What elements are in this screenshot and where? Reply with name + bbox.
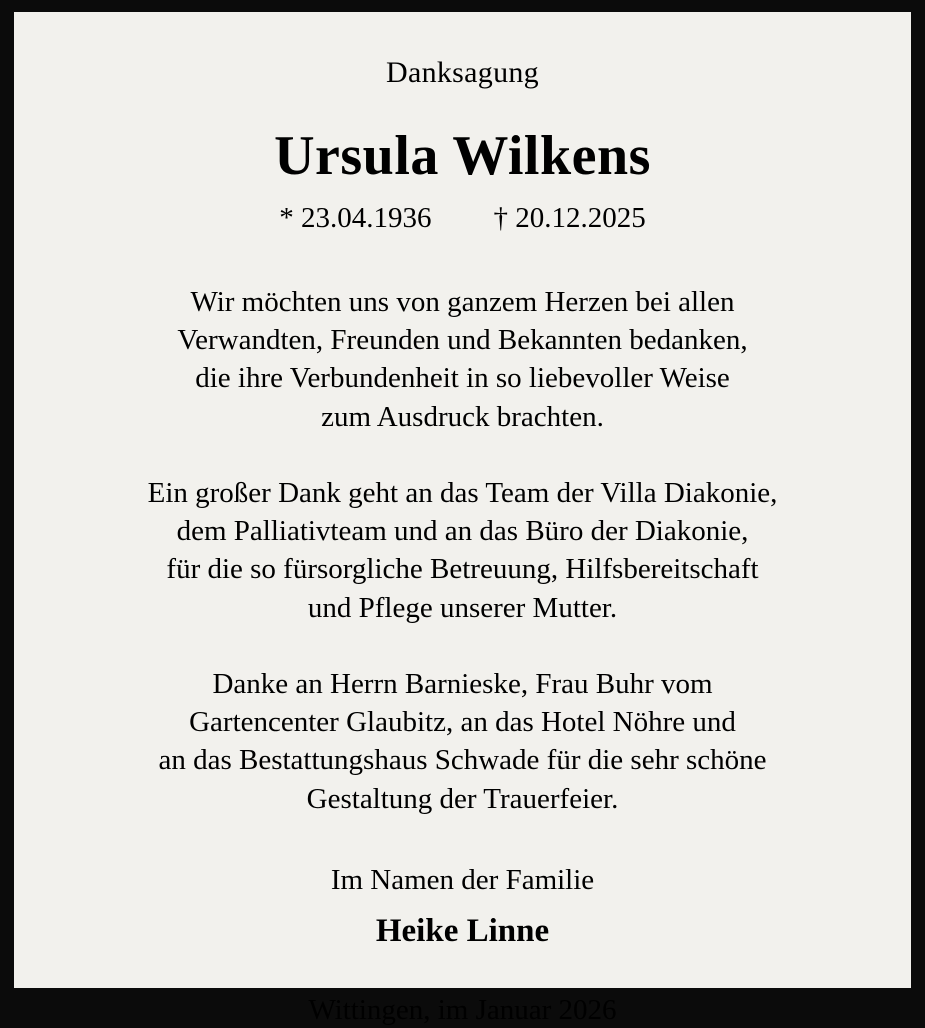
death-date: † 20.12.2025	[493, 201, 646, 234]
paragraph-3-line-4: Gestaltung der Trauerfeier.	[306, 782, 619, 815]
paragraph-2-line-2: dem Palliativteam und an das Büro der Diakonie,	[176, 515, 749, 548]
paragraph-2-line-1: Ein großer Dank geht an das Team der Villa Diakonie,	[147, 476, 778, 509]
paragraph-1-line-3: die ihre Verbundenheit in so liebevoller Weise	[195, 362, 730, 395]
family-signature-name: Heike Linne	[375, 912, 550, 949]
paragraph-1-line-4: zum Ausdruck brachten.	[321, 400, 604, 433]
paragraph-3-line-1: Danke an Herrn Barnieske, Frau Buhr vom	[212, 667, 713, 700]
birth-date: * 23.04.1936	[279, 201, 432, 234]
family-intro: Im Namen der Familie	[330, 863, 595, 896]
paragraph-1-line-1: Wir möchten uns von ganzem Herzen bei allen	[190, 285, 735, 318]
paragraph-3	[43, 665, 883, 818]
paragraph-2-line-4: und Pflege unserer Mutter.	[307, 591, 618, 624]
life-dates	[279, 202, 646, 235]
paragraph-1	[43, 283, 883, 436]
paragraph-2	[43, 474, 883, 627]
paragraph-3-line-2: Gartencenter Glaubitz, an das Hotel Nöhre und	[189, 706, 736, 739]
paragraph-1-line-2: Verwandten, Freunden und Bekannten bedanken,	[177, 324, 748, 357]
notice-headline: Danksagung	[386, 56, 539, 89]
paragraph-2-line-3: für die so fürsorgliche Betreuung, Hilfsbereitschaft	[166, 553, 759, 586]
deceased-name: Ursula Wilkens	[274, 125, 651, 187]
paragraph-3-line-3: an das Bestattungshaus Schwade für die sehr schöne	[158, 744, 767, 777]
obituary-notice	[14, 12, 911, 1027]
place-and-date: Wittingen, im Januar 2026	[308, 994, 617, 1027]
